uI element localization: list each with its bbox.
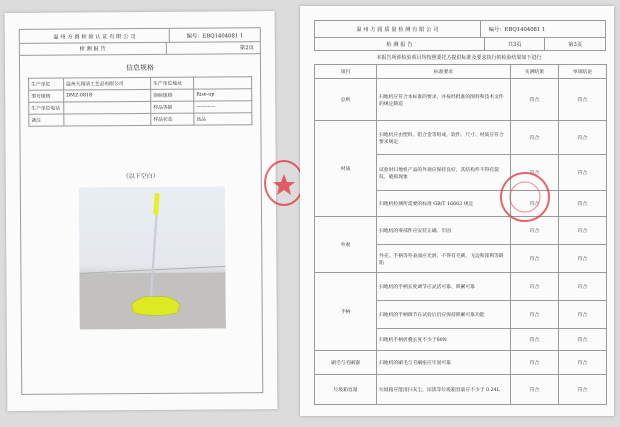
column-header-item: 项目 [315, 65, 377, 79]
page-frame [314, 20, 604, 393]
seal-inner-ring-icon [502, 174, 548, 220]
cell-conclusion: 符合 [559, 273, 607, 301]
cell-value [194, 77, 252, 89]
header-row [314, 20, 606, 38]
cell-requirement: 扫地机手柄折叠长度不少于80N [377, 329, 511, 351]
table-row [315, 79, 607, 121]
cell-label: 商标规格 [151, 89, 194, 101]
cell-result: 符合 [511, 375, 559, 405]
cell-requirement: 扫地机的刷毛与毛刷座应牢固可靠 [377, 351, 511, 375]
cell-requirement: 扫地机的手柄调节在试验后仍应保持锁紧可靠功能 [377, 301, 511, 329]
cell-value [64, 101, 151, 114]
cell-label: 备注 [29, 114, 64, 126]
cell-result: 符合 [511, 155, 559, 191]
cell-conclusion: 符合 [559, 301, 607, 329]
company-name: 温 州 方 圆 质 量 检 测 有 限 公 司 [315, 21, 481, 37]
cell-item: 刷毛与毛刷器 [315, 351, 377, 375]
column-header-requirement: 标准要求 [377, 65, 511, 79]
section-title: 信息规格 [125, 63, 155, 73]
sweeper-photo-illustration [79, 186, 226, 329]
cell-result: 符合 [511, 273, 559, 301]
cell-result: 符合 [511, 329, 559, 351]
photo-caption: （以下空白） [122, 172, 159, 181]
cell-conclusion: 符合 [559, 375, 607, 405]
table-row [315, 121, 607, 155]
star-icon [266, 162, 302, 204]
cell-value: 温州天翔清工艺品有限公司 [64, 77, 151, 90]
subheader-row [20, 41, 260, 56]
company-name: 温 州 方 圆 检 验 认 证 有 限 公 司 [20, 29, 170, 43]
cell-item: 垃圾箱容量 [315, 375, 377, 405]
cell-conclusion: 符合 [559, 329, 607, 351]
cell-conclusion: 符合 [559, 121, 607, 155]
cell-item: 材质 [315, 121, 377, 217]
table-title: 本报告所涉检验项目均按照委托方提供标准及要求执行的检验结果如下进行 [376, 55, 542, 61]
cell-result: 符合 [511, 217, 559, 245]
cell-result: 符合 [511, 351, 559, 375]
cell-requirement: 扫地机应由塑料、铝合金等组成，软件、尺寸、材质应符合要求规定 [377, 121, 511, 155]
report-page-2 [5, 11, 278, 411]
page-total: 共3页 [485, 37, 546, 50]
cell-value: 良品 [194, 113, 252, 125]
report-number: 编号：EBQ1404081 1 [186, 32, 244, 40]
table-row [315, 273, 607, 301]
sweeper-head [132, 296, 180, 315]
seal-stamp-left [264, 160, 304, 206]
cell-item: 手柄 [315, 273, 377, 351]
page-frame [19, 27, 264, 395]
cell-value: DMZ-0818 [64, 89, 151, 102]
seal-stamp-right [500, 172, 550, 222]
cell-item: 总则 [315, 79, 377, 121]
cell-conclusion: 符合 [559, 245, 607, 273]
cell-conclusion: 符合 [559, 155, 607, 191]
cell-conclusion: 符合 [559, 191, 607, 217]
cell-label: 生产单位 [29, 78, 64, 90]
cell-requirement: 试验时扫地机产品的外观应保持良好，其结构件不得有裂纹、破损现象 [377, 155, 511, 191]
cell-requirement: 扫地机的手柄长度调节应灵活可靠、锁紧可靠 [377, 273, 511, 301]
cell-label: 样品等级 [151, 101, 194, 113]
page-number: 第2页 [239, 45, 254, 52]
column-header-result: 实测结果 [511, 65, 559, 79]
cell-label: 生产单位电话 [29, 102, 64, 114]
report-type: 检 测 报 告 [315, 37, 485, 50]
cell-requirement: 外壳、手柄等外表面应光滑，不得有毛刺、飞边和锋利等缺陷 [377, 245, 511, 273]
cell-requirement: 垃圾箱应能清扫灰尘、尿渍等垃圾箱容量应不少于 0.24L [377, 375, 511, 405]
sweeper-grip [153, 193, 159, 215]
cell-requirement: 扫地机的零部件应安装正确、牢固 [377, 217, 511, 245]
table-row [315, 375, 607, 405]
report-page-3 [300, 6, 614, 416]
subheader-row [314, 37, 606, 51]
table-row [315, 217, 607, 245]
cell-conclusion: 符合 [559, 351, 607, 375]
cell-item: 外观 [315, 217, 377, 273]
table-row [29, 113, 252, 127]
table-header-row [315, 65, 607, 79]
cell-value: Rise-up [194, 89, 252, 101]
table-row [315, 351, 607, 375]
report-number: 编号：EBQ1404081 1 [488, 27, 546, 33]
cell-requirement: 扫地机应符合本标准的要求，并按经批准的图样和技术文件的规定制造 [377, 79, 511, 121]
report-type: 检 测 报 告 [20, 42, 167, 55]
cell-result: 符合 [511, 245, 559, 273]
cell-label: 生产单位地址 [151, 77, 194, 89]
test-results-table [314, 64, 607, 405]
column-header-conclusion: 单项结论 [559, 65, 607, 79]
cell-result: 符合 [511, 121, 559, 155]
cell-requirement: 扫地机检测所需要的标准 GB/T 16663 规定 [377, 191, 511, 217]
cell-conclusion: 符合 [559, 79, 607, 121]
cell-label: 样品状态 [151, 113, 194, 125]
page-number: 第3页 [568, 41, 583, 48]
cell-label: 型号规格 [29, 90, 64, 102]
cell-result: 符合 [511, 79, 559, 121]
sample-info-table [28, 76, 252, 127]
cell-value [64, 113, 151, 126]
cell-value: ———— [194, 101, 252, 113]
product-photo [79, 186, 226, 329]
cell-result: 符合 [511, 191, 559, 217]
cell-result: 符合 [511, 301, 559, 329]
cell-conclusion: 符合 [559, 217, 607, 245]
